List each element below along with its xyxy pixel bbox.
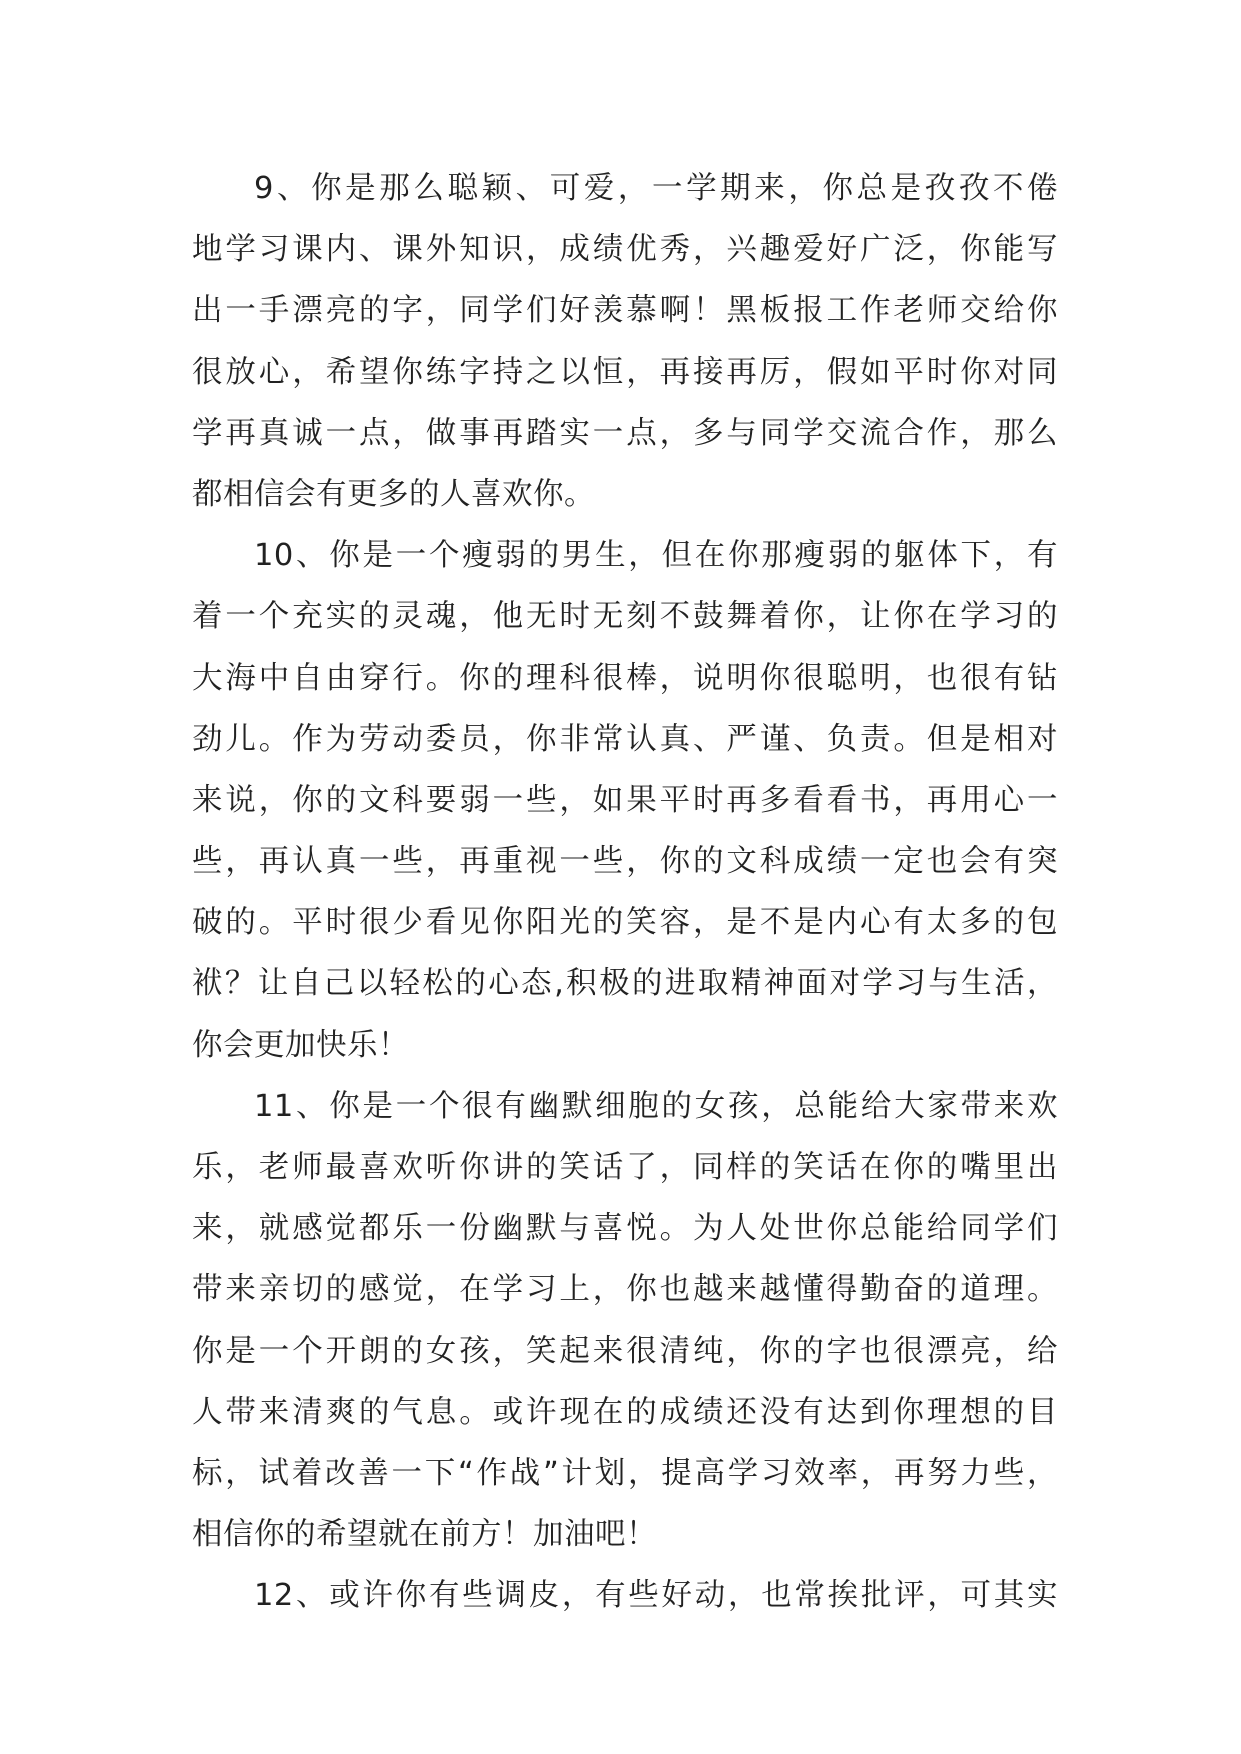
text-line: 你是一个开朗的女孩，笑起来很清纯，你的字也很漂亮，给 (192, 1333, 1058, 1369)
text-line: 10、你是一个瘦弱的男生，但在你那瘦弱的躯体下，有 (254, 538, 1058, 574)
document-body (192, 158, 1058, 1627)
text-line: 学再真诚一点，做事再踏实一点，多与同学交流合作，那么 (192, 415, 1058, 451)
text-line: 人带来清爽的气息。或许现在的成绩还没有达到你理想的目 (192, 1394, 1058, 1430)
text-line: 12、或许你有些调皮，有些好动，也常挨批评，可其实 (254, 1578, 1058, 1614)
text-line: 破的。平时很少看见你阳光的笑容，是不是内心有太多的包 (192, 905, 1058, 941)
text-line: 着一个充实的灵魂，他无时无刻不鼓舞着你，让你在学习的 (192, 599, 1058, 635)
text-line: 相信你的希望就在前方！加油吧！ (192, 1517, 657, 1553)
text-line: 9、你是那么聪颖、可爱，一学期来，你总是孜孜不倦 (254, 171, 1058, 206)
text-line: 些，再认真一些，再重视一些，你的文科成绩一定也会有突 (192, 844, 1058, 880)
text-line: 11、你是一个很有幽默细胞的女孩，总能给大家带来欢 (254, 1088, 1058, 1124)
text-line: 来，就感觉都乐一份幽默与喜悦。为人处世你总能给同学们 (192, 1211, 1058, 1247)
text-line: 来说，你的文科要弱一些，如果平时再多看看书，再用心一 (192, 782, 1058, 818)
text-line: 标，试着改善一下“作战”计划，提高学习效率，再努力些， (192, 1455, 1058, 1491)
text-line: 出一手漂亮的字，同学们好羡慕啊！黑板报工作老师交给你 (192, 293, 1058, 329)
text-line: 你会更加快乐！ (192, 1027, 409, 1063)
text-line: 地学习课内、课外知识，成绩优秀，兴趣爱好广泛，你能写 (192, 232, 1058, 268)
text-line: 都相信会有更多的人喜欢你。 (192, 476, 595, 512)
paragraph-9 (192, 158, 1058, 525)
text-line: 很放心，希望你练字持之以恒，再接再厉，假如平时你对同 (192, 354, 1058, 390)
text-line: 袱？让自己以轻松的心态,积极的进取精神面对学习与生活， (192, 966, 1058, 1002)
text-line: 劲儿。作为劳动委员，你非常认真、严谨、负责。但是相对 (192, 721, 1058, 757)
paragraph-10 (192, 525, 1058, 1076)
text-line: 大海中自由穿行。你的理科很棒，说明你很聪明，也很有钻 (192, 660, 1058, 696)
paragraph-11 (192, 1076, 1058, 1566)
text-line: 乐，老师最喜欢听你讲的笑话了，同样的笑话在你的嘴里出 (192, 1150, 1058, 1185)
text-line: 带来亲切的感觉，在学习上，你也越来越懂得勤奋的道理。 (192, 1272, 1058, 1308)
paragraph-12 (192, 1565, 1058, 1626)
